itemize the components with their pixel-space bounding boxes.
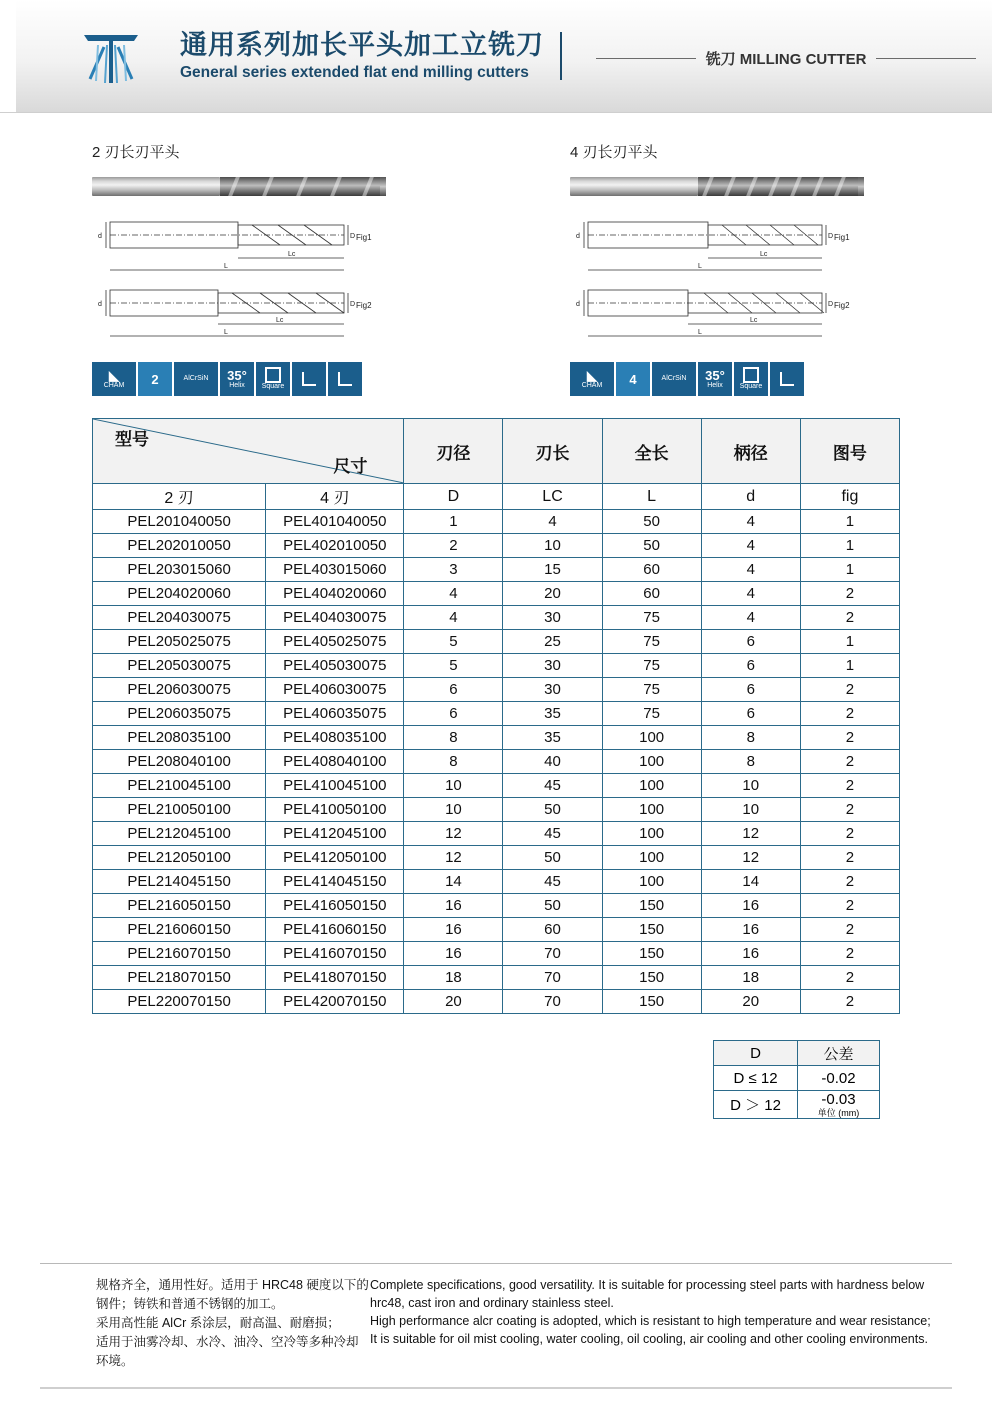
tool-shank (92, 177, 220, 196)
table-row (93, 774, 900, 798)
cell-fig: 1 (800, 558, 899, 582)
cell-L: 150 (602, 990, 701, 1014)
cell-LC: 40 (503, 750, 602, 774)
cell-model-4flute: PEL416070150 (266, 942, 404, 966)
subheader-2flute: 2 刃 (93, 484, 266, 510)
cell-D: 6 (404, 678, 503, 702)
flute-count-icon: 4 (616, 362, 650, 396)
page-footer (0, 1263, 992, 1389)
cell-d: 12 (701, 846, 800, 870)
dim-D-1: D (350, 233, 356, 240)
cell-D: 1 (404, 510, 503, 534)
cell-d: 8 (701, 750, 800, 774)
table-header-row (93, 419, 900, 484)
cell-D: 4 (404, 582, 503, 606)
cell-L: 50 (602, 510, 701, 534)
cell-fig: 2 (800, 894, 899, 918)
cell-model-4flute: PEL408040100 (266, 750, 404, 774)
cell-L: 150 (602, 918, 701, 942)
cell-model-2flute: PEL216050150 (93, 894, 266, 918)
dim-d-2: d (98, 301, 102, 308)
cell-fig: 2 (800, 846, 899, 870)
cell-LC: 70 (503, 942, 602, 966)
cell-LC: 30 (503, 606, 602, 630)
subheader-LC: LC (503, 484, 602, 510)
cell-LC: 35 (503, 726, 602, 750)
helix-angle-icon: 35° Helix (220, 362, 254, 396)
cell-d: 4 (701, 534, 800, 558)
cell-model-2flute: PEL220070150 (93, 990, 266, 1014)
cell-fig: 2 (800, 702, 899, 726)
tool-photo-2flute (92, 174, 392, 200)
cell-model-2flute: PEL208035100 (93, 726, 266, 750)
cell-d: 18 (701, 966, 800, 990)
cell-d: 20 (701, 990, 800, 1014)
cell-model-2flute: PEL212050100 (93, 846, 266, 870)
cell-LC: 45 (503, 774, 602, 798)
cell-D: 18 (404, 966, 503, 990)
flute-count-icon: 2 (138, 362, 172, 396)
cell-D: 14 (404, 870, 503, 894)
helix-angle-icon: 35° Helix (698, 362, 732, 396)
cell-model-2flute: PEL203015060 (93, 558, 266, 582)
cell-L: 100 (602, 726, 701, 750)
cell-model-4flute: PEL404020060 (266, 582, 404, 606)
subheader-D: D (404, 484, 503, 510)
header-rule-left (596, 58, 696, 59)
cell-L: 75 (602, 606, 701, 630)
dim-L-2: L (224, 329, 228, 336)
table-row (93, 942, 900, 966)
tolerance-header-row (714, 1041, 880, 1066)
table-row (93, 534, 900, 558)
cell-fig: 2 (800, 798, 899, 822)
page-content (0, 141, 992, 1150)
cell-d: 4 (701, 510, 800, 534)
cell-model-4flute: PEL406030075 (266, 678, 404, 702)
dim-d-1: d (98, 233, 102, 240)
cell-L: 100 (602, 870, 701, 894)
cell-model-4flute: PEL416060150 (266, 918, 404, 942)
cell-LC: 50 (503, 846, 602, 870)
length-icon-1 (770, 362, 804, 396)
header-category-label: 铣刀 MILLING CUTTER (705, 51, 867, 68)
header-col-cutting-dia: 刃径 (404, 419, 503, 484)
header-col-figure: 图号 (800, 419, 899, 484)
cell-model-4flute: PEL401040050 (266, 510, 404, 534)
cell-D: 5 (404, 654, 503, 678)
cell-model-2flute: PEL204020060 (93, 582, 266, 606)
tolerance-value: -0.02 (798, 1066, 880, 1091)
product-label-4flute: 4 刃长刃平头 (570, 144, 658, 161)
header-category (596, 48, 976, 69)
table-row (93, 918, 900, 942)
cell-D: 12 (404, 846, 503, 870)
cell-model-4flute: PEL406035075 (266, 702, 404, 726)
cell-L: 100 (602, 846, 701, 870)
table-row (93, 606, 900, 630)
tolerance-row (714, 1091, 880, 1119)
fig2-label-left: Fig2 (356, 301, 372, 310)
footer-description-cn: 规格齐全，通用性好。适用于 HRC48 硬度以下的钢件；铸铁和普通不锈钢的加工。 采用高性能 AlCr 系涂层，耐高温、耐磨损； 适用于油雾冷却、水冷、油冷、空冷等多种冷却环境。 (96, 1278, 369, 1368)
cell-d: 6 (701, 678, 800, 702)
cell-LC: 30 (503, 654, 602, 678)
cell-d: 6 (701, 654, 800, 678)
cell-fig: 2 (800, 678, 899, 702)
cell-model-2flute: PEL212045100 (93, 822, 266, 846)
dim-Lc-2: Lc (276, 317, 284, 324)
cell-fig: 2 (800, 582, 899, 606)
cell-model-2flute: PEL214045150 (93, 870, 266, 894)
cell-model-4flute: PEL420070150 (266, 990, 404, 1014)
subheader-L: L (602, 484, 701, 510)
cell-D: 10 (404, 798, 503, 822)
cell-LC: 35 (503, 702, 602, 726)
cell-fig: 2 (800, 990, 899, 1014)
cell-model-2flute: PEL205025075 (93, 630, 266, 654)
table-row (93, 558, 900, 582)
company-logo-icon (74, 23, 148, 89)
cell-d: 14 (701, 870, 800, 894)
cell-d: 6 (701, 630, 800, 654)
tool-shank (570, 177, 698, 196)
cell-fig: 2 (800, 870, 899, 894)
product-label-2flute: 2 刃长刃平头 (92, 144, 180, 161)
product-block-2flute (16, 141, 496, 396)
cell-LC: 45 (503, 822, 602, 846)
header-size-label: 尺寸 (333, 457, 368, 476)
tolerance-unit-note: 单位 (mm) (817, 1108, 860, 1118)
table-row (93, 726, 900, 750)
cell-fig: 1 (800, 510, 899, 534)
cell-LC: 60 (503, 918, 602, 942)
table-row (93, 630, 900, 654)
cell-model-4flute: PEL405025075 (266, 630, 404, 654)
cell-L: 75 (602, 630, 701, 654)
cell-LC: 4 (503, 510, 602, 534)
subheader-d: d (701, 484, 800, 510)
footer-text-columns (40, 1276, 952, 1371)
cell-model-2flute: PEL216070150 (93, 942, 266, 966)
length-icon-2 (328, 362, 362, 396)
cell-D: 3 (404, 558, 503, 582)
cell-model-2flute: PEL206035075 (93, 702, 266, 726)
dim-Lc-1: Lc (760, 251, 768, 258)
cell-L: 60 (602, 582, 701, 606)
cell-L: 100 (602, 750, 701, 774)
cell-model-2flute: PEL202010050 (93, 534, 266, 558)
cell-LC: 45 (503, 870, 602, 894)
cell-model-2flute: PEL208040100 (93, 750, 266, 774)
cell-model-4flute: PEL410045100 (266, 774, 404, 798)
cell-D: 6 (404, 702, 503, 726)
fig1-label-left: Fig1 (356, 233, 372, 242)
header-left-bar (0, 0, 16, 112)
cell-model-4flute: PEL412045100 (266, 822, 404, 846)
cell-fig: 2 (800, 966, 899, 990)
header-model-label: 型号 (115, 430, 149, 449)
square-end-icon: Square (256, 362, 290, 396)
tool-tip (380, 177, 386, 196)
technical-drawing-4flute (570, 208, 870, 348)
spec-table-body (93, 484, 900, 1014)
feature-icons-2flute (92, 362, 496, 396)
coating-icon: AlCrSiN (174, 362, 218, 396)
cell-L: 75 (602, 678, 701, 702)
cell-model-4flute: PEL408035100 (266, 726, 404, 750)
cham-icon: ◣ CHAM (570, 362, 614, 396)
length-icon-1 (292, 362, 326, 396)
dim-L-2: L (698, 329, 702, 336)
cell-L: 100 (602, 798, 701, 822)
cell-L: 60 (602, 558, 701, 582)
cell-d: 8 (701, 726, 800, 750)
cell-L: 50 (602, 534, 701, 558)
technical-drawing-2flute (92, 208, 392, 348)
cell-d: 16 (701, 942, 800, 966)
tolerance-value-cell (798, 1091, 880, 1119)
subheader-4flute: 4 刃 (266, 484, 404, 510)
tolerance-value: -0.03 (821, 1091, 856, 1108)
table-row (93, 870, 900, 894)
header-col-cutting-length: 刃长 (503, 419, 602, 484)
header-rule-right (876, 58, 976, 59)
page-title-cn: 通用系列加长平头加工立铣刀 (180, 30, 544, 60)
cell-L: 150 (602, 942, 701, 966)
dim-Lc-1: Lc (288, 251, 296, 258)
cell-LC: 20 (503, 582, 602, 606)
cell-d: 10 (701, 798, 800, 822)
cell-d: 10 (701, 774, 800, 798)
cell-model-4flute: PEL412050100 (266, 846, 404, 870)
cell-fig: 1 (800, 534, 899, 558)
dim-L-1: L (224, 263, 228, 270)
tolerance-range: D ＞ 12 (714, 1091, 798, 1119)
cell-L: 150 (602, 894, 701, 918)
cell-LC: 10 (503, 534, 602, 558)
feature-icons-4flute (570, 362, 976, 396)
tolerance-range: D ≤ 12 (714, 1066, 798, 1091)
table-row (93, 510, 900, 534)
cell-L: 75 (602, 654, 701, 678)
product-illustrations (16, 141, 976, 396)
cell-model-2flute: PEL216060150 (93, 918, 266, 942)
table-row (93, 702, 900, 726)
cell-fig: 1 (800, 630, 899, 654)
header-title-block (162, 28, 544, 84)
cell-model-2flute: PEL210045100 (93, 774, 266, 798)
tool-flute (698, 177, 858, 196)
product-block-4flute (496, 141, 976, 396)
cell-fig: 2 (800, 918, 899, 942)
tool-photo-4flute (570, 174, 870, 200)
cell-d: 16 (701, 918, 800, 942)
table-row (93, 966, 900, 990)
cell-LC: 50 (503, 798, 602, 822)
table-row (93, 582, 900, 606)
tolerance-table (713, 1040, 880, 1119)
footer-divider (40, 1263, 952, 1264)
cell-model-4flute: PEL403015060 (266, 558, 404, 582)
table-row (93, 990, 900, 1014)
cell-D: 2 (404, 534, 503, 558)
table-row (93, 678, 900, 702)
specification-table (92, 418, 900, 1014)
cell-D: 8 (404, 726, 503, 750)
dim-d-1: d (576, 233, 580, 240)
tool-tip (858, 177, 864, 196)
table-row (93, 798, 900, 822)
cell-LC: 70 (503, 990, 602, 1014)
cell-D: 12 (404, 822, 503, 846)
cell-model-4flute: PEL402010050 (266, 534, 404, 558)
cell-LC: 50 (503, 894, 602, 918)
cell-fig: 2 (800, 606, 899, 630)
cell-d: 16 (701, 894, 800, 918)
cell-D: 10 (404, 774, 503, 798)
header-col-overall-length: 全长 (602, 419, 701, 484)
fig1-label-right: Fig1 (834, 233, 850, 242)
tolerance-row (714, 1066, 880, 1091)
cell-D: 4 (404, 606, 503, 630)
subheader-fig: fig (800, 484, 899, 510)
cell-d: 4 (701, 558, 800, 582)
cell-D: 16 (404, 942, 503, 966)
cell-L: 150 (602, 966, 701, 990)
table-row (93, 654, 900, 678)
cell-model-2flute: PEL204030075 (93, 606, 266, 630)
cell-model-4flute: PEL414045150 (266, 870, 404, 894)
title-divider (560, 32, 562, 80)
cell-D: 16 (404, 918, 503, 942)
footer-description-en: Complete specifications, good versatility. It is suitable for processing steel parts with hardness below hrc48, cast iron and ordinary stainless steel. High performance alcr coating is adopted, which is resistant to high temperature and wear resistance; It is suitable for oil mist cooling, water cooling, oil cooling, air cooling and other cooling environments. (370, 1278, 931, 1346)
cell-model-4flute: PEL410050100 (266, 798, 404, 822)
tool-flute (220, 177, 380, 196)
cell-fig: 2 (800, 774, 899, 798)
footer-bottom-divider (40, 1387, 952, 1389)
cell-model-2flute: PEL206030075 (93, 678, 266, 702)
cell-d: 4 (701, 606, 800, 630)
coating-icon: AlCrSiN (652, 362, 696, 396)
dim-D-2: D (828, 301, 834, 308)
page-header (0, 0, 992, 113)
cell-LC: 15 (503, 558, 602, 582)
cell-D: 20 (404, 990, 503, 1014)
cell-fig: 2 (800, 750, 899, 774)
dim-d-2: d (576, 301, 580, 308)
table-subheader-row (93, 484, 900, 510)
cell-L: 75 (602, 702, 701, 726)
header-col-shank-dia: 柄径 (701, 419, 800, 484)
cell-fig: 2 (800, 822, 899, 846)
cell-LC: 25 (503, 630, 602, 654)
table-row (93, 846, 900, 870)
cham-icon: ◣ CHAM (92, 362, 136, 396)
cell-D: 16 (404, 894, 503, 918)
fig2-label-right: Fig2 (834, 301, 850, 310)
square-end-icon: Square (734, 362, 768, 396)
cell-L: 100 (602, 822, 701, 846)
table-row (93, 822, 900, 846)
header-model-size-cell (93, 419, 404, 484)
cell-model-2flute: PEL205030075 (93, 654, 266, 678)
cell-d: 12 (701, 822, 800, 846)
dim-Lc-2: Lc (750, 317, 758, 324)
cell-model-4flute: PEL405030075 (266, 654, 404, 678)
cell-LC: 70 (503, 966, 602, 990)
cell-d: 6 (701, 702, 800, 726)
cell-model-4flute: PEL404030075 (266, 606, 404, 630)
table-row (93, 750, 900, 774)
cell-model-4flute: PEL418070150 (266, 966, 404, 990)
cell-L: 100 (602, 774, 701, 798)
cell-model-2flute: PEL201040050 (93, 510, 266, 534)
cell-fig: 1 (800, 654, 899, 678)
tolerance-header-value: 公差 (798, 1041, 880, 1066)
cell-fig: 2 (800, 942, 899, 966)
dim-D-2: D (350, 301, 356, 308)
tolerance-table-wrapper (16, 1040, 976, 1150)
cell-D: 8 (404, 750, 503, 774)
cell-model-2flute: PEL210050100 (93, 798, 266, 822)
cell-LC: 30 (503, 678, 602, 702)
cell-D: 5 (404, 630, 503, 654)
cell-model-2flute: PEL218070150 (93, 966, 266, 990)
tolerance-header-D: D (714, 1041, 798, 1066)
cell-d: 4 (701, 582, 800, 606)
page-title-en: General series extended flat end milling cutters (180, 64, 529, 81)
dim-L-1: L (698, 263, 702, 270)
cell-fig: 2 (800, 726, 899, 750)
table-row (93, 894, 900, 918)
cell-model-4flute: PEL416050150 (266, 894, 404, 918)
dim-D-1: D (828, 233, 834, 240)
